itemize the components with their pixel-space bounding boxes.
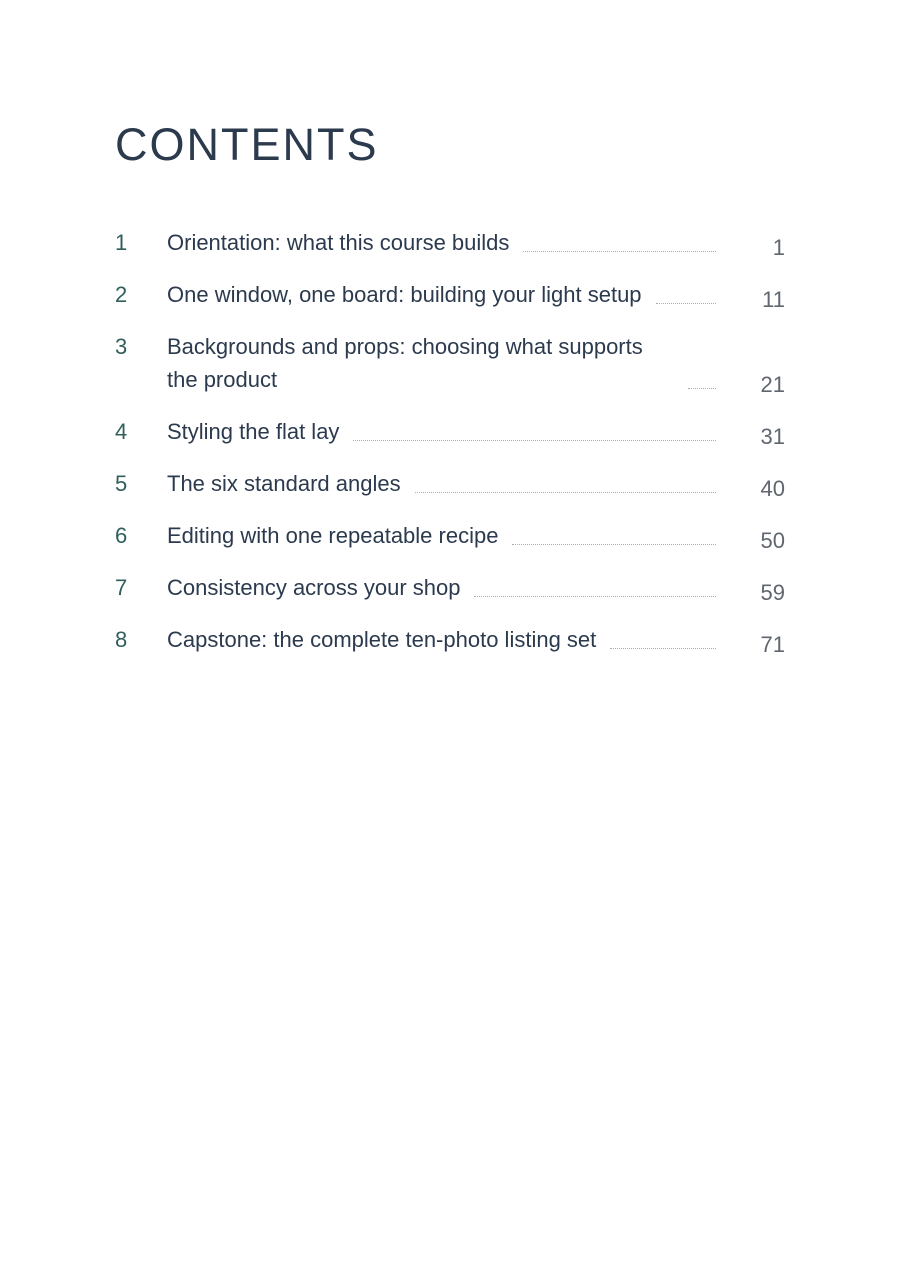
toc-entry[interactable] [115, 467, 785, 500]
chapter-number: 8 [115, 627, 128, 652]
dot-leader [353, 440, 716, 441]
chapter-number: 2 [115, 282, 128, 307]
toc-entry[interactable] [115, 415, 785, 448]
chapter-number: 4 [115, 419, 128, 444]
chapter-title[interactable]: Backgrounds and props: choosing what supports the product [167, 334, 643, 392]
chapter-number: 5 [115, 471, 128, 496]
page-number: 1 [772, 235, 785, 260]
dot-leader [523, 251, 716, 252]
chapter-title[interactable]: One window, one board: building your light setup [167, 282, 642, 307]
contents-title: CONTENTS [115, 119, 379, 170]
chapter-title[interactable]: Styling the flat lay [167, 419, 340, 444]
table-of-contents [115, 226, 785, 675]
toc-entry[interactable] [115, 623, 785, 656]
toc-entry[interactable] [115, 278, 785, 311]
dot-leader [656, 303, 716, 304]
chapter-title[interactable]: Editing with one repeatable recipe [167, 523, 499, 548]
chapter-entry [167, 415, 718, 448]
dot-leader [512, 544, 716, 545]
dot-leader [415, 492, 716, 493]
chapter-entry [167, 330, 718, 396]
dot-leader [610, 648, 716, 649]
page-number: 21 [760, 372, 785, 397]
chapter-entry [167, 623, 718, 656]
dot-leader [688, 388, 716, 389]
page-number: 11 [762, 287, 785, 312]
chapter-number: 6 [115, 523, 128, 548]
toc-entry[interactable] [115, 519, 785, 552]
chapter-entry [167, 467, 718, 500]
toc-entry[interactable] [115, 226, 785, 259]
chapter-title[interactable]: The six standard angles [167, 471, 401, 496]
page-number: 40 [760, 476, 785, 501]
page-number: 59 [760, 580, 785, 605]
toc-entry[interactable] [115, 571, 785, 604]
page-number: 50 [760, 528, 785, 553]
chapter-title[interactable]: Capstone: the complete ten-photo listing set [167, 627, 597, 652]
chapter-entry [167, 571, 718, 604]
page-number: 31 [760, 424, 785, 449]
dot-leader [474, 596, 716, 597]
page-number: 71 [760, 632, 785, 657]
chapter-title[interactable]: Consistency across your shop [167, 575, 461, 600]
chapter-entry [167, 226, 718, 259]
toc-entry[interactable] [115, 330, 785, 396]
chapter-entry [167, 519, 718, 552]
chapter-number: 3 [115, 334, 128, 359]
chapter-entry [167, 278, 718, 311]
chapter-title[interactable]: Orientation: what this course builds [167, 230, 510, 255]
chapter-number: 7 [115, 575, 128, 600]
chapter-number: 1 [115, 230, 128, 255]
